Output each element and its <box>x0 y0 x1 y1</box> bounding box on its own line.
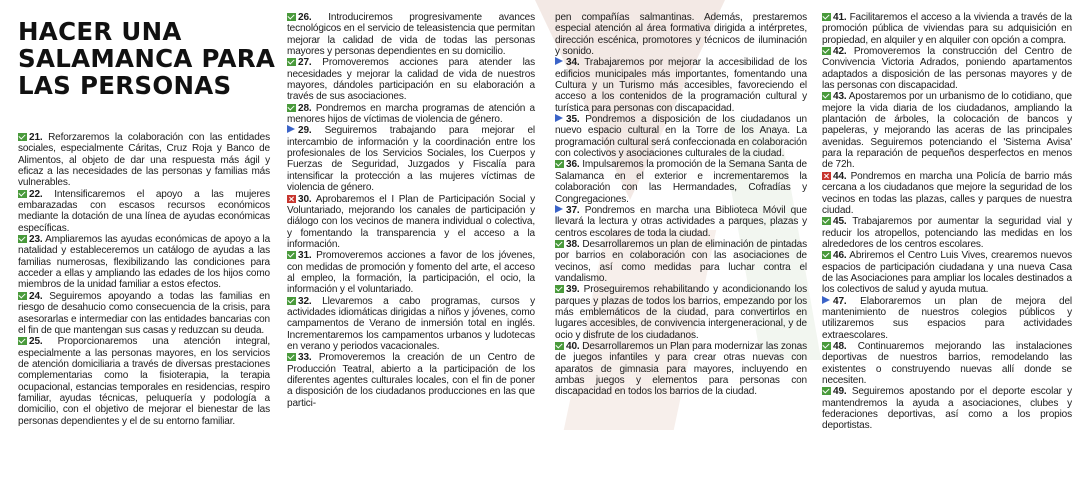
proposal-item <box>18 132 270 189</box>
item-number: 39. <box>566 284 580 296</box>
check-icon <box>555 240 564 248</box>
item-text: Pondremos en marcha una Biblioteca Móvil que llevará la lectura y otras actividades a parques, plazas y centros escolares de toda la ciudad. <box>555 204 807 239</box>
item-text: Seguiremos apoyando a todas las familias en riesgo de desahucio como consecuencia de la crisis, para asesorarlas e intermediar con las entidades bancarias con el fin de que mantengan sus casas y reduzcan su deuda. <box>18 290 270 336</box>
proposal-item <box>287 57 535 102</box>
cross-icon <box>822 172 831 180</box>
headline-line: LAS PERSONAS <box>18 71 232 100</box>
item-text: Pondremos a disposición de los ciudadanos un nuevo espacio cultural en la Torre de los Anaya. La programación cultural será confeccionada en colaboración con colectivos y asociaciones culturales de la ciudad. <box>555 114 807 160</box>
proposal-item <box>287 296 535 353</box>
arrow-icon <box>555 114 563 122</box>
check-icon <box>287 58 296 66</box>
check-icon <box>18 337 27 345</box>
proposal-item <box>822 250 1072 295</box>
check-icon <box>555 160 564 168</box>
check-icon <box>18 235 27 243</box>
item-text: Ampliaremos las ayudas económicas de apoyo a la natalidad y estableceremos un catálogo de ayudas a las familias numerosas, flexibilizando las condiciones para acceder a ellas y ampliando las edades de los hijos como miembros de la unidad familiar a estos efectos. <box>18 234 271 291</box>
arrow-icon <box>822 296 830 304</box>
proposal-item <box>287 103 535 126</box>
check-icon <box>822 92 831 100</box>
item-number: 35. <box>566 114 580 126</box>
proposal-item <box>822 386 1072 431</box>
item-number: 43. <box>833 91 847 103</box>
item-number: 21. <box>29 132 43 143</box>
proposal-item <box>18 234 270 291</box>
item-number: 40. <box>566 340 580 352</box>
item-text: Introduciremos progresivamente avances tecnológicos en el servicio de teleasistencia que permitan mejorar la calidad de vida de todas las personas mayores y personas dependientes en su domicilio. <box>287 12 535 58</box>
proposal-item <box>822 91 1072 170</box>
item-number: 25. <box>29 336 43 348</box>
item-number: 44. <box>833 170 847 182</box>
item-number: 34. <box>566 57 580 69</box>
item-text: Llevaremos a cabo programas, cursos y actividades idiomáticas dirigidas a niños y jóvenes, como campamentos de Verano de inmersión total en inglés. Incrementaremos los campamentos urbanos y ludotecas en verano y periodos vacacionales. <box>287 295 535 352</box>
proposal-item <box>287 352 535 409</box>
check-icon <box>287 353 296 361</box>
proposal-item <box>18 336 270 427</box>
item-list <box>18 132 270 427</box>
check-icon <box>287 297 296 305</box>
check-icon <box>822 47 831 55</box>
item-text: Pondremos en marcha programas de atención a menores hijos de víctimas de violencia de género. <box>287 102 535 126</box>
check-icon <box>18 190 27 198</box>
proposal-item <box>822 171 1072 216</box>
item-text: Trabajaremos por aumentar la seguridad vial y reducir los atropellos, potenciando las medidas en los alrededores de los centros escolares. <box>822 216 1072 250</box>
item-text: Impulsaremos la promoción de la Semana Santa de Salamanca en el exterior e incrementaremos la colaboración con las Hermandades, Cofradías y Congregaciones. <box>555 159 807 205</box>
check-icon <box>287 13 296 21</box>
item-text: Pondremos en marcha una Policía de barrio más cercana a los ciudadanos que mejore la seguridad de los vecinos en todas las plazas, calles y parques de nuestra ciudad. <box>822 170 1072 216</box>
item-number: 29. <box>298 125 312 137</box>
item-number: 28. <box>298 102 312 114</box>
proposal-item <box>555 341 807 398</box>
item-text: Continuaremos mejorando las instalaciones deportivas de nuestros barrios, remodelando las existentes o construyendo nuevas allí donde se necesiten. <box>822 340 1072 386</box>
item-text: Aprobaremos el I Plan de Participación Social y Voluntariado, mejorando los canales de participación y diálogo con los vecinos de manera individual o colectiva, y fomentando la transparencia y el acceso a la información. <box>287 193 535 250</box>
item-number: 47. <box>833 295 847 307</box>
proposal-item <box>822 341 1072 386</box>
headline <box>18 17 276 100</box>
item-number: 49. <box>833 386 847 398</box>
item-number: 26. <box>298 12 312 23</box>
headline-line: HACER UNA <box>18 17 182 46</box>
check-icon <box>555 342 564 350</box>
item-text: pen compañías salmantinas. Además, prestaremos especial atención al área formativa dirigida a intérpretes, dirección escénica, promotores y técnicos de iluminación y sonido. <box>555 12 807 58</box>
item-list <box>822 12 1072 432</box>
check-icon <box>18 133 27 141</box>
proposal-item <box>555 114 807 159</box>
proposal-item <box>822 296 1072 341</box>
proposal-item <box>287 194 535 251</box>
proposal-item <box>822 12 1072 46</box>
column-2 <box>287 12 535 409</box>
proposal-item <box>287 125 535 193</box>
item-number: 41. <box>833 12 847 23</box>
item-number: 45. <box>833 216 847 228</box>
proposal-item <box>822 216 1072 250</box>
item-number: 31. <box>298 250 312 262</box>
item-text: Promoveremos la construcción del Centro de Convivencia Victoria Adrados, poniendo apartamentos adaptados a disposición de las personas mayores y de las personas con discapacidad. <box>822 46 1072 92</box>
arrow-icon <box>555 205 563 213</box>
item-text: Intensificaremos el apoyo a las mujeres embarazadas con escasos recursos económicos mediante la dotación de una línea de ayudas económicas específicas. <box>18 188 270 234</box>
item-text: Abriremos el Centro Luis Vives, crearemos nuevos espacios de participación ciudadana y una nueva Casa de las Asociaciones para ampliar los locales destinados a los colectivos de salud y ayuda mutua. <box>822 250 1072 296</box>
item-text: Promoveremos acciones para atender las necesidades y mejorar la calidad de vida de nuestros mayores, dándoles participación en su elaboración a través de sus asociaciones. <box>287 57 535 103</box>
proposal-item <box>555 12 807 57</box>
item-text: Facilitaremos el acceso a la vivienda a través de la promoción pública de viviendas para su adquisición en propiedad, en alquiler y en alquiler con opción a compra. <box>822 12 1072 46</box>
item-number: 30. <box>298 193 312 205</box>
item-list <box>555 12 807 398</box>
arrow-icon <box>555 57 563 65</box>
check-icon <box>287 251 296 259</box>
check-icon <box>822 387 831 395</box>
column-1 <box>18 10 276 427</box>
item-number: 23. <box>29 234 43 246</box>
item-number: 42. <box>833 46 847 58</box>
item-number: 38. <box>566 238 580 250</box>
item-text: Desarrollaremos un Plan para modernizar las zonas de juegos infantiles y para crear otras nuevas con aparatos de gimnasia para mayores, incluyendo en ambas juegos y elementos para personas con discapacidad en todos los barrios de la ciudad. <box>555 340 807 398</box>
item-number: 48. <box>833 340 847 352</box>
check-icon <box>822 342 831 350</box>
proposal-item <box>555 159 807 204</box>
item-number: 46. <box>833 250 847 262</box>
item-number: 36. <box>566 159 580 171</box>
item-text: Reforzaremos la colaboración con las entidades sociales, especialmente Cáritas, Cruz Roja y Banco de Alimentos, al objeto de dar una respuesta más ágil y eficaz a las necesidades de las personas y familias más vulnerables. <box>18 132 270 189</box>
arrow-icon <box>287 125 295 133</box>
check-icon <box>822 251 831 259</box>
headline-line: SALAMANCA PARA <box>18 44 276 73</box>
item-list <box>287 12 535 409</box>
proposal-item <box>555 205 807 239</box>
item-text: Promoveremos acciones a favor de los jóvenes, con medidas de promoción y fomento del arte, el acceso al empleo, la formación, la participación, el ocio, la información y el voluntariado. <box>287 250 535 296</box>
check-icon <box>555 285 564 293</box>
proposal-item <box>555 239 807 284</box>
item-text: Seguiremos trabajando para mejorar el intercambio de información y la coordinación entre los profesionales de los Servicios Sociales, los Cuerpos y Fuerzas de Seguridad, Juzgados y Fiscalía para intensificar la protección a las mujeres víctimas de violencia de género. <box>287 125 535 194</box>
item-number: 22. <box>29 188 43 200</box>
item-text: Proseguiremos rehabilitando y acondicionando los parques y plazas de todos los barrios, empezando por los más emblemáticos de la ciudad, para convertirlos en lugares accesibles, de convivencia intergeneracional, y de ocio y disfrute de los ciudadanos. <box>555 284 807 341</box>
item-text: Seguiremos apostando por el deporte escolar y mantendremos la ayuda a asociaciones, clubes y federaciones deportivas, así como a los propios deportistas. <box>822 386 1072 432</box>
proposal-item <box>822 46 1072 91</box>
proposal-item <box>555 284 807 341</box>
item-text: Promoveremos la creación de un Centro de Producción Teatral, abierto a la participación de los diferentes agentes culturales locales, con el fin de poner a disposición de los ciudadanos producciones en las que partici- <box>287 352 535 409</box>
item-number: 24. <box>29 290 43 302</box>
item-number: 32. <box>298 295 312 307</box>
item-number: 33. <box>298 352 312 364</box>
item-number: 27. <box>298 57 312 69</box>
proposal-item <box>555 57 807 114</box>
cross-icon <box>287 195 296 203</box>
proposal-item <box>287 12 535 57</box>
item-text: Elaboraremos un plan de mejora del mantenimiento de nuestros colegios públicos y utilizaremos sus espacios para actividades extraescolares. <box>822 295 1072 341</box>
proposal-item <box>287 250 535 295</box>
check-icon <box>18 292 27 300</box>
column-4 <box>822 12 1072 432</box>
item-text: Apostaremos por un urbanismo de lo cotidiano, que mejore la vida diaria de los ciudadanos, ampliando la plantación de árboles, la colocación de bancos y papeleras, y mejorando las aceras de las principales avenidas. Seguiremos potenciando el 'Sistema Avisa' para la reparación de pequeños desperfectos en menos de 72h. <box>822 91 1072 171</box>
item-text: Proporcionaremos una atención integral, especialmente a las personas mayores, en los servicios de atención domiciliaria a través de diversas prestaciones complementarias como la fisioterapia, la terapia ocupacional, estancias temporales en residencias, respiro familiar, ayudas técnicas, peluquería y podología a domicilio, con el objetivo de mejorar el bienestar de las personas dependientes y el de su entorno familiar. <box>18 336 270 427</box>
check-icon <box>287 104 296 112</box>
check-icon <box>822 217 831 225</box>
item-text: Trabajaremos por mejorar la accesibilidad de los edificios municipales más importantes, fomentando una Cultura y un Turismo más accesibles, favoreciendo el acceso a los contenidos de la programación cultural y turística para personas con discapacidad. <box>555 57 807 114</box>
proposal-item <box>18 291 270 336</box>
item-number: 37. <box>566 204 580 216</box>
check-icon <box>822 13 831 21</box>
proposal-item <box>18 189 270 234</box>
column-3 <box>555 12 807 398</box>
item-text: Desarrollaremos un plan de eliminación de pintadas por barrios en colaboración con las asociaciones de vecinos, así como medidas para luchar contra el vandalismo. <box>555 238 807 284</box>
